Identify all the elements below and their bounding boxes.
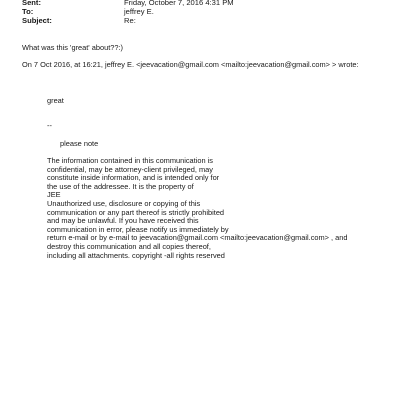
quoted-header: On 7 Oct 2016, at 16:21, jeffrey E. <jeevacation@gmail.com <mailto:jeevacation@gmail.com> > wrote: [22, 60, 359, 69]
disclaimer-line: JEE [47, 190, 61, 200]
subject-label: Subject: [22, 16, 52, 25]
quoted-message: great [47, 96, 64, 105]
sent-label: Sent: [22, 0, 41, 7]
disclaimer-line: Unauthorized use, disclosure or copying of this [47, 198, 201, 208]
disclaimer-line: destroy this communication and all copies thereof, [47, 241, 211, 251]
disclaimer-line: the use of the addressee. It is the property of [47, 181, 194, 191]
sent-value: Friday, October 7, 2016 4:31 PM [124, 0, 234, 7]
disclaimer-line: return e-mail or by e-mail to jeevacation@gmail.com <mailto:jeevacation@gmail.com> , and [47, 233, 348, 243]
disclaimer-line: constitute inside information, and is intended only for [47, 173, 220, 183]
please-note-text: please note [60, 139, 99, 148]
to-label: To: [22, 7, 34, 16]
disclaimer-line: and may be unlawful. If you have received this [47, 216, 199, 226]
disclaimer-line: communication or any part thereof is strictly prohibited [47, 207, 225, 217]
disclaimer-line: including all attachments. copyright -all rights reserved [47, 250, 225, 260]
confidentiality-disclaimer [47, 157, 348, 260]
disclaimer-line: communication in error, please notify us immediately by [47, 224, 229, 234]
reply-text: What was this 'great' about??:) [22, 43, 124, 52]
signature-separator: -- [47, 121, 52, 130]
subject-value: Re: [124, 16, 136, 25]
disclaimer-line: The information contained in this communication is [47, 156, 213, 165]
to-value: jeffrey E. [124, 7, 154, 16]
disclaimer-line: confidential, may be attorney-client privileged, may [47, 164, 213, 174]
